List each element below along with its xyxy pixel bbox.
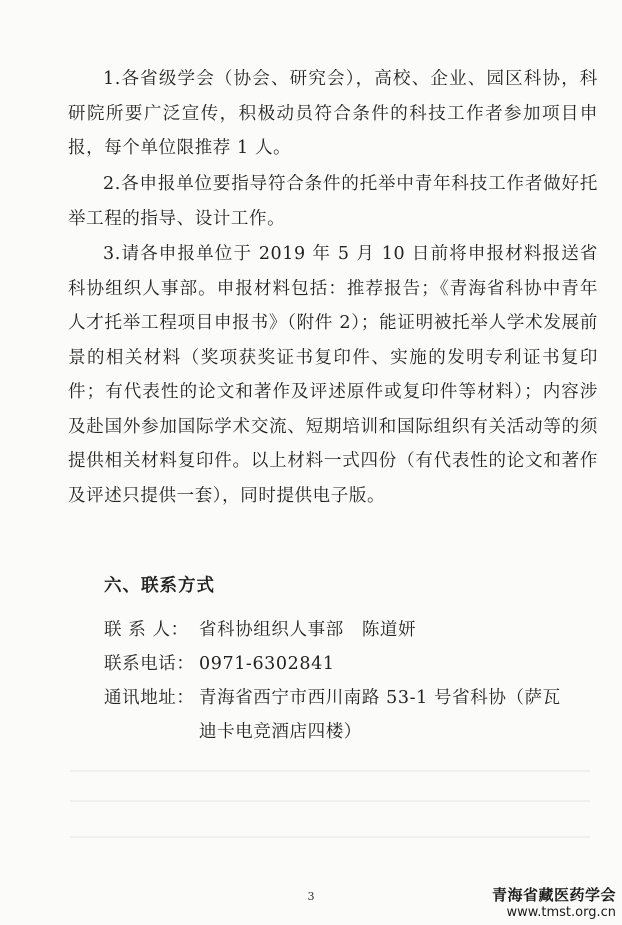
contact-phone-label: 联系电话：	[104, 654, 195, 674]
watermark	[492, 886, 616, 922]
page-number: 3	[307, 890, 315, 903]
bleed-through-line	[70, 770, 590, 772]
contact-phone-row	[104, 650, 335, 675]
paragraph-item-3: 3.请各申报单位于 2019 年 5 月 10 日前将申报材料报送省科协组织人事部。申报材料包括：推荐报告；《青海省科协中青年人才托举工程项目申报书》（附件 2）；能证明被托举人学术发展前景的相关材料（奖项获奖证书复印件、实施的发明专利证书复印件；有代表性的论文和著作及评述原件或复印件等材料）；内容涉及赴国外参加国际学术交流、短期培训和国际组织有关活动等的须提供相关材料复印件。以上材料一式四份（有代表性的论文和著作及评述只提供一套），同时提供电子版。	[68, 244, 598, 506]
watermark-url: www.tmst.org.cn	[506, 905, 616, 920]
bleed-through-line	[70, 800, 590, 802]
contact-person-row	[104, 616, 416, 641]
contact-person-name: 陈道妍	[361, 620, 417, 640]
watermark-name: 青海省藏医药学会	[491, 886, 616, 904]
contact-person-dept: 省科协组织人事部	[199, 620, 344, 640]
section-heading-contact: 六、联系方式	[104, 576, 215, 596]
contact-phone-value: 0971-6302841	[199, 654, 335, 674]
bleed-through-line	[70, 836, 590, 838]
contact-address-line1: 青海省西宁市西川南路 53-1 号省科协（萨瓦	[199, 688, 561, 708]
contact-address-row	[104, 684, 561, 709]
paragraph-item-1: 1.各省级学会（协会、研究会），高校、企业、园区科协，科研院所要广泛宣传，积极动员符合条件的科技工作者参加项目申报，每个单位限推荐 1 人。	[68, 69, 598, 158]
contact-address-label: 通讯地址：	[104, 688, 195, 708]
contact-person-label: 联 系 人：	[104, 620, 189, 640]
contact-address-line2: 迪卡电竞酒店四楼）	[199, 722, 362, 742]
paragraph-item-2: 2.各申报单位要指导符合条件的托举中青年科技工作者做好托举工程的指导、设计工作。	[68, 174, 598, 229]
